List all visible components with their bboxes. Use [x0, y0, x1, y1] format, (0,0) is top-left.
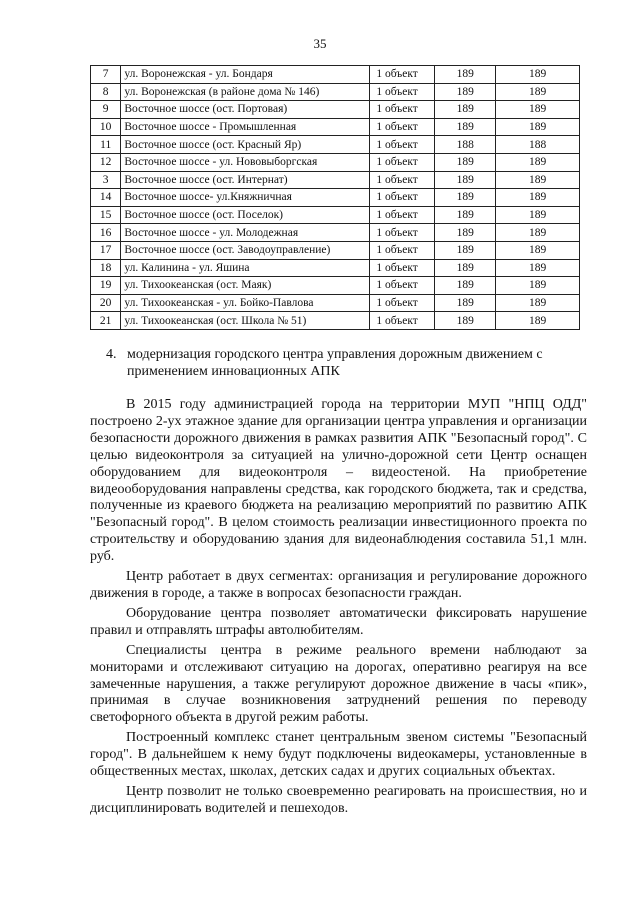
- value-b-cell: 189: [496, 259, 580, 277]
- quantity-cell: 1 объект: [370, 101, 435, 119]
- quantity-cell: 1 объект: [370, 83, 435, 101]
- value-b-cell: 189: [496, 206, 580, 224]
- body-text: [90, 397, 587, 821]
- location-cell: Восточное шоссе - ул. Молодежная: [121, 224, 370, 242]
- value-b-cell: 189: [496, 241, 580, 259]
- value-b-cell: 189: [496, 101, 580, 119]
- row-number-cell: 21: [91, 312, 121, 330]
- table-row: [91, 259, 580, 277]
- value-a-cell: 189: [435, 153, 496, 171]
- table-row: [91, 83, 580, 101]
- row-number-cell: 11: [91, 136, 121, 154]
- table-row: [91, 277, 580, 295]
- value-b-cell: 189: [496, 312, 580, 330]
- row-number-cell: 19: [91, 277, 121, 295]
- location-cell: Восточное шоссе - ул. Нововыборгская: [121, 153, 370, 171]
- location-cell: Восточное шоссе (ост. Портовая): [121, 101, 370, 119]
- row-number-cell: 12: [91, 153, 121, 171]
- table-row: [91, 171, 580, 189]
- quantity-cell: 1 объект: [370, 66, 435, 84]
- location-cell: ул. Тихоокеанская (ост. Маяк): [121, 277, 370, 295]
- value-a-cell: 189: [435, 101, 496, 119]
- location-cell: Восточное шоссе- ул.Княжничная: [121, 189, 370, 207]
- location-cell: ул. Воронежская - ул. Бондаря: [121, 66, 370, 84]
- paragraph: Построенный комплекс станет центральным звеном системы "Безопасный город". В дальнейшем к нему будут подключены видеокамеры, установленные в общественных местах, школах, детских садах и других социальных объектах.: [90, 730, 587, 780]
- row-number-cell: 9: [91, 101, 121, 119]
- location-cell: Восточное шоссе (ост. Красный Яр): [121, 136, 370, 154]
- location-cell: ул. Тихоокеанская (ост. Школа № 51): [121, 312, 370, 330]
- table-row: [91, 294, 580, 312]
- value-b-cell: 189: [496, 277, 580, 295]
- location-cell: Восточное шоссе - Промышленная: [121, 118, 370, 136]
- value-b-cell: 189: [496, 224, 580, 242]
- value-a-cell: 189: [435, 83, 496, 101]
- value-a-cell: 189: [435, 241, 496, 259]
- location-cell: ул. Воронежская (в районе дома № 146): [121, 83, 370, 101]
- value-a-cell: 189: [435, 118, 496, 136]
- value-a-cell: 189: [435, 294, 496, 312]
- value-b-cell: 189: [496, 118, 580, 136]
- value-b-cell: 189: [496, 153, 580, 171]
- row-number-cell: 15: [91, 206, 121, 224]
- quantity-cell: 1 объект: [370, 136, 435, 154]
- value-a-cell: 189: [435, 171, 496, 189]
- value-b-cell: 188: [496, 136, 580, 154]
- value-a-cell: 189: [435, 312, 496, 330]
- row-number-cell: 10: [91, 118, 121, 136]
- table-row: [91, 118, 580, 136]
- routes-table: [90, 65, 580, 330]
- paragraph: Оборудование центра позволяет автоматически фиксировать нарушение правил и отправлять штрафы автолюбителям.: [90, 605, 587, 638]
- table-row: [91, 101, 580, 119]
- location-cell: Восточное шоссе (ост. Поселок): [121, 206, 370, 224]
- table-row: [91, 189, 580, 207]
- row-number-cell: 14: [91, 189, 121, 207]
- value-a-cell: 189: [435, 66, 496, 84]
- quantity-cell: 1 объект: [370, 241, 435, 259]
- location-cell: ул. Тихоокеанская - ул. Бойко-Павлова: [121, 294, 370, 312]
- table-row: [91, 312, 580, 330]
- quantity-cell: 1 объект: [370, 312, 435, 330]
- location-cell: Восточное шоссе (ост. Заводоуправление): [121, 241, 370, 259]
- table-row: [91, 136, 580, 154]
- quantity-cell: 1 объект: [370, 189, 435, 207]
- value-a-cell: 189: [435, 259, 496, 277]
- quantity-cell: 1 объект: [370, 224, 435, 242]
- value-a-cell: 188: [435, 136, 496, 154]
- value-a-cell: 189: [435, 224, 496, 242]
- table-row: [91, 224, 580, 242]
- value-b-cell: 189: [496, 189, 580, 207]
- row-number-cell: 18: [91, 259, 121, 277]
- value-b-cell: 189: [496, 66, 580, 84]
- row-number-cell: 7: [91, 66, 121, 84]
- quantity-cell: 1 объект: [370, 153, 435, 171]
- table-row: [91, 66, 580, 84]
- paragraph: Центр работает в двух сегментах: организация и регулирование дорожного движения в городе, а также в вопросах безопасности граждан.: [90, 569, 587, 601]
- quantity-cell: 1 объект: [370, 294, 435, 312]
- table-row: [91, 206, 580, 224]
- paragraph: В 2015 году администрацией города на территории МУП "НПЦ ОДД" построено 2-ух этажное здание для организации центра управления и организации безопасности дорожного движения в рамках развития АПК "Безопасный город". С целью видеоконтроля за ситуацией на улично-дорожной сети Центр оснащен оборудованием для видеоконтроля – видеостеной. На приобретение видеооборудования направлены средства, как городского бюджета, так и средства, полученные из краевого бюджета на реализацию мероприятий по развитию АПК "Безопасный город". В целом стоимость реализации инвестиционного проекта по строительству и оборудованию здания для видеонаблюдения составила 51,1 млн. руб.: [90, 397, 587, 565]
- row-number-cell: 20: [91, 294, 121, 312]
- value-b-cell: 189: [496, 294, 580, 312]
- row-number-cell: 3: [91, 171, 121, 189]
- row-number-cell: 8: [91, 83, 121, 101]
- value-b-cell: 189: [496, 171, 580, 189]
- quantity-cell: 1 объект: [370, 277, 435, 295]
- value-a-cell: 189: [435, 189, 496, 207]
- routes-table-body: [91, 66, 580, 330]
- quantity-cell: 1 объект: [370, 171, 435, 189]
- table-row: [91, 153, 580, 171]
- quantity-cell: 1 объект: [370, 206, 435, 224]
- paragraph: Центр позволит не только своевременно реагировать на происшествия, но и дисциплинировать водителей и пешеходов.: [90, 783, 587, 816]
- section-number: 4.: [106, 347, 117, 362]
- quantity-cell: 1 объект: [370, 118, 435, 136]
- value-a-cell: 189: [435, 277, 496, 295]
- row-number-cell: 16: [91, 224, 121, 242]
- table-row: [91, 241, 580, 259]
- row-number-cell: 17: [91, 241, 121, 259]
- paragraph: Специалисты центра в режиме реального времени наблюдают за мониторами и отслеживают ситуацию на дорогах, оперативно реагируя на все замеченные нарушения, а также регулируют дорожное движение в часы «пик», принимая в случае возникновения затруднений решения по переводу светофорного объекта в другой режим работы.: [90, 642, 587, 726]
- page-number: 35: [313, 36, 327, 51]
- value-b-cell: 189: [496, 83, 580, 101]
- quantity-cell: 1 объект: [370, 259, 435, 277]
- location-cell: ул. Калинина - ул. Яшина: [121, 259, 370, 277]
- value-a-cell: 189: [435, 206, 496, 224]
- section-heading: [106, 346, 586, 379]
- section-title: модернизация городского центра управления дорожным движением с применением инновационных АПК: [127, 347, 543, 379]
- location-cell: Восточное шоссе (ост. Интернат): [121, 171, 370, 189]
